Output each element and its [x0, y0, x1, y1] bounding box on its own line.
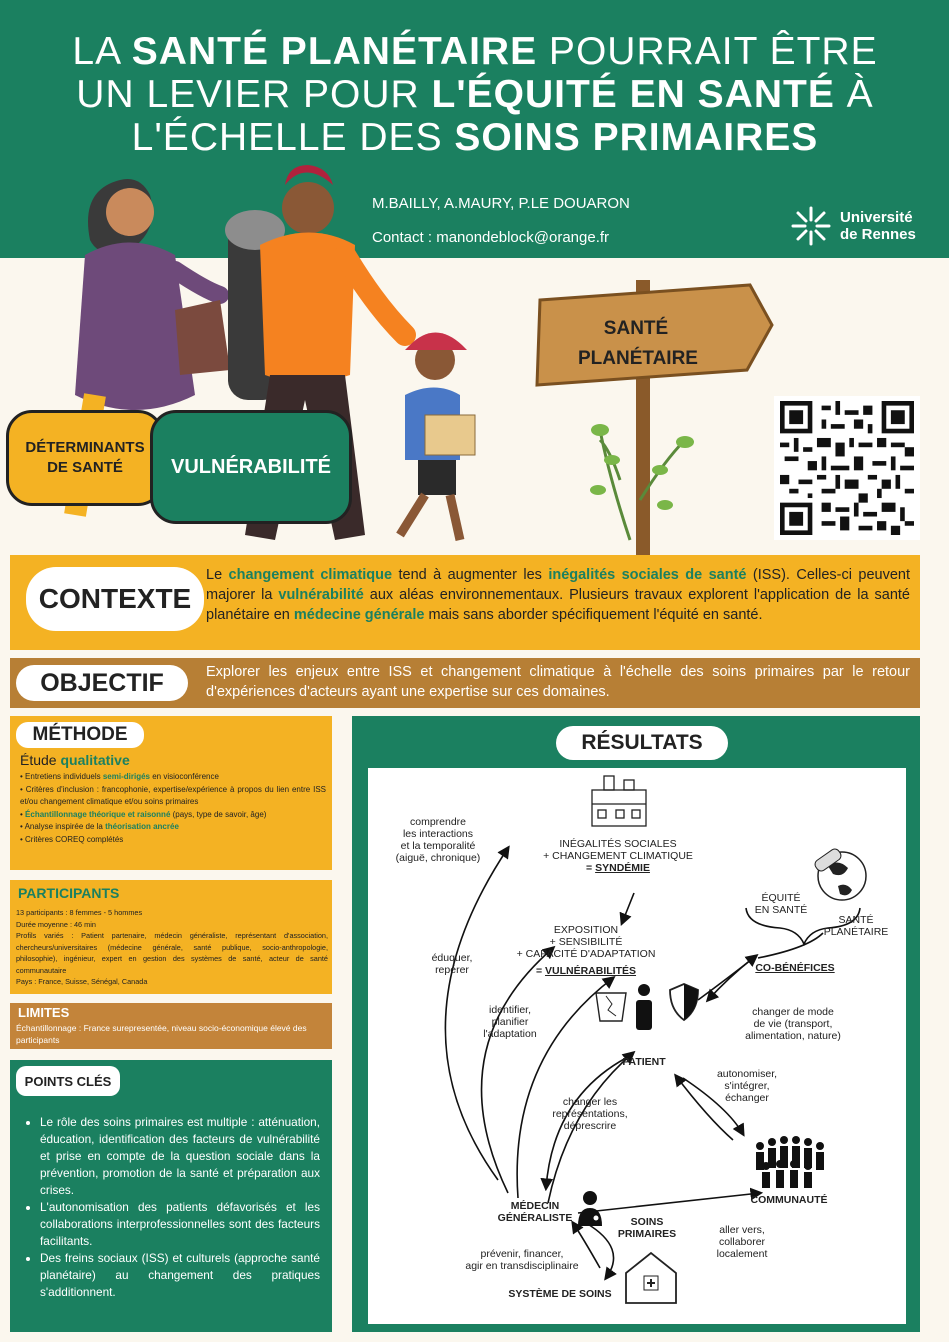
label-communaute: COMMUNAUTÉ	[750, 1194, 828, 1206]
hospital-icon	[626, 1253, 676, 1303]
shield-icon	[670, 984, 698, 1020]
university-logo: Université de Rennes	[790, 205, 916, 247]
contexte-section	[10, 555, 920, 650]
etude-heading: Étude qualitative	[20, 752, 130, 768]
determinants-badge: DÉTERMINANTS DE SANTÉ	[6, 410, 164, 506]
label-eduquer: éduquer, repérer	[431, 952, 473, 976]
authors: M.BAILLY, A.MAURY, P.LE DOUARON	[372, 195, 630, 212]
limites-label: LIMITES	[18, 1005, 70, 1020]
community-icon	[756, 1136, 824, 1188]
list-item: • L'autonomisation des patients défavorisés et les collaborations interprofessionnelles sont des facteurs facilitants.	[40, 1199, 320, 1250]
sign-text-1: SANTÉ	[603, 318, 669, 339]
label-patient: PATIENT	[622, 1056, 666, 1068]
objectif-text: Explorer les enjeux entre ISS et changement climatique à l'échelle des soins primaires par le retour d'expériences d'acteurs ayant une expertise sur ces domaines.	[206, 664, 910, 700]
resultats-section	[352, 716, 920, 1332]
points-cles-section	[10, 1060, 332, 1332]
qr-code[interactable]	[774, 396, 920, 540]
factory-icon	[592, 776, 646, 826]
contexte-label: CONTEXTE	[26, 567, 204, 631]
vulnerabilite-badge: VULNÉRABILITÉ	[150, 410, 352, 524]
poster-title: LA SANTÉ PLANÉTAIRE POURRAIT ÊTRE UN LEVIER POUR L'ÉQUITÉ EN SANTÉ À L'ÉCHELLE DES SOINS PRIMAIRES	[72, 30, 878, 159]
methode-label: MÉTHODE	[16, 722, 144, 748]
list-item: • Des freins sociaux (ISS) et culturels (approche santé planétaire) au changement des pratiques s'additionnent.	[40, 1250, 320, 1301]
label-sante-planetaire: SANTÉ PLANÉTAIRE	[823, 914, 889, 938]
label-systeme-soins: SYSTÈME DE SOINS	[508, 1288, 612, 1300]
list-item: • Échantillonnage théorique et raisonné (pays, type de savoir, âge)	[20, 809, 326, 822]
cracked-glass-icon	[596, 993, 626, 1021]
resultats-label: RÉSULTATS	[556, 726, 728, 760]
points-cles-label: POINTS CLÉS	[16, 1066, 120, 1096]
patient-icon	[636, 984, 652, 1030]
label-cobenefices: CO-BÉNÉFICES	[755, 962, 835, 974]
participants-label: PARTICIPANTS	[18, 885, 120, 901]
resultats-diagram	[368, 768, 906, 1324]
participants-section	[10, 880, 332, 994]
list-item: • Entretiens individuels semi-dirigés en visioconférence	[20, 771, 326, 784]
limites-text: Échantillonnage : France surepresentée, niveau socio-économique élevé des participants	[16, 1023, 307, 1045]
list-item: • Critères d'inclusion : francophonie, expertise/expérience à propos du lien entre ISS et/ou changement climatique et/ou soins primaires	[20, 784, 326, 809]
label-soins-primaires: SOINS PRIMAIRES	[617, 1216, 677, 1240]
sante-planetaire-signpost	[537, 280, 772, 558]
participants-text: 13 participants : 8 femmes - 5 hommes Durée moyenne : 46 min Profils variés : Patient partenaire, médecin généraliste, représentant d'association, chercheurs/universitaires (médecine générale, santé publique, socio-anthropologie, philosophie), ingénieur, expert en gestion des systèmes de santé, acteur de santé communautaire Pays : France, Suisse, Sénégal, Canada	[16, 908, 328, 986]
label-equite: ÉQUITÉ EN SANTÉ	[754, 892, 808, 916]
limites-section	[10, 1003, 332, 1049]
sign-text-2: PLANÉTAIRE	[578, 348, 698, 369]
label-medecin: MÉDECIN GÉNÉRALISTE	[497, 1200, 573, 1224]
qr-code-icon	[779, 401, 915, 535]
objectif-section	[10, 658, 920, 708]
list-item: • Critères COREQ complétés	[20, 834, 326, 847]
list-item: • Analyse inspirée de la théorisation ancrée	[20, 821, 326, 834]
label-comprendre: comprendre les interactions et la temporalité (aiguë, chronique)	[395, 816, 481, 864]
label-changer-representations: changer les représentations, déprescrire	[552, 1096, 628, 1132]
label-prevenir: prévenir, financer, agir en transdisciplinaire	[465, 1248, 579, 1272]
methode-section	[10, 716, 332, 870]
points-cles-list	[30, 1114, 320, 1301]
contexte-text: Le changement climatique tend à augmenter les inégalités sociales de santé (ISS). Celles-ci peuvent majorer la vulnérabilité aux aléas environnementaux. Plusieurs travaux explorent l'application de la santé planétaire en médecine générale mais sans aborder spécifiquement l'équité en santé.	[206, 567, 910, 623]
label-changer-mode: changer de mode de vie (transport, alimentation, nature)	[745, 1006, 841, 1042]
label-autonomiser: autonomiser, s'intégrer, échanger	[716, 1068, 778, 1104]
objectif-label: OBJECTIF	[16, 665, 188, 701]
list-item: • Le rôle des soins primaires est multiple : atténuation, éducation, identification des facteurs de vulnérabilité et prise en compte de la question sociale dans la prévention, promotion de la santé et préparation aux crises.	[40, 1114, 320, 1199]
contact-email[interactable]: Contact : manondeblock@orange.fr	[372, 229, 610, 246]
label-syndemie: INÉGALITÉS SOCIALES + CHANGEMENT CLIMATIQUE = SYNDÉMIE	[543, 838, 693, 874]
label-vulnerabilites: EXPOSITION + SENSIBILITÉ + CAPACITÉ D'ADAPTATION = VULNÉRABILITÉS	[516, 924, 656, 977]
label-aller-vers: aller vers, collaborer localement	[716, 1224, 768, 1260]
methode-list	[20, 771, 326, 846]
label-identifier: identifier, planifier l'adaptation	[483, 1004, 537, 1040]
child-figure	[400, 333, 475, 541]
